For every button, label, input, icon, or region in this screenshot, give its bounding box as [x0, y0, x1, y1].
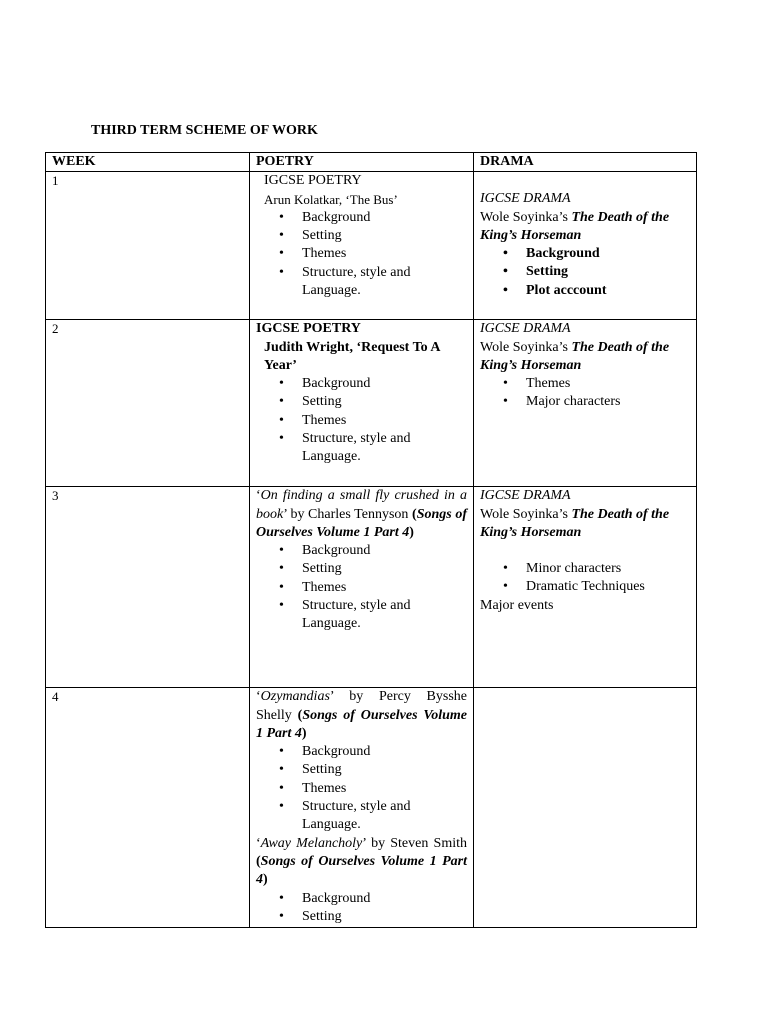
list-item: • Minor characters	[526, 560, 690, 578]
drama-author: Wole Soyinka’s	[480, 506, 572, 522]
poem-entry: ‘Away Melancholy’ by Steven Smith (Songs of Ourselves Volume 1 Part 4)	[256, 835, 467, 888]
list-item: • Background	[302, 890, 467, 908]
list-item: • Themes	[302, 780, 467, 798]
drama-note: Major events	[480, 597, 554, 613]
list-item: • Themes	[302, 245, 467, 263]
list-item: • Structure, style and Language.	[302, 597, 467, 634]
list-item: • Background	[302, 375, 467, 393]
poem-title: Judith Wright, ‘Request To A Year’	[264, 339, 440, 373]
list-item: • Background	[526, 245, 690, 263]
table-row	[46, 487, 697, 688]
header-week: WEEK	[46, 153, 250, 172]
poetry-cell	[250, 172, 474, 320]
header-drama: DRAMA	[474, 153, 697, 172]
poem-title: Ozymandias	[260, 689, 330, 705]
poem-title: Away Melancholy	[260, 835, 363, 851]
scheme-table	[45, 152, 697, 928]
list-item: • Setting	[302, 227, 467, 245]
list-item: • Structure, style and Language.	[302, 264, 467, 301]
list-item: • Setting	[302, 393, 467, 411]
bullet-list	[256, 209, 467, 300]
poetry-cell	[250, 320, 474, 487]
poem-source: Songs of Ourselves Volume 1 Part 4	[256, 853, 467, 888]
list-item: • Background	[302, 743, 467, 761]
list-item: • Background	[302, 542, 467, 560]
table-row	[46, 172, 697, 320]
week-cell: 1	[46, 172, 250, 320]
drama-heading: IGCSE DRAMA	[480, 191, 571, 207]
poetry-heading: IGCSE POETRY	[256, 321, 361, 337]
list-item: • Major characters	[526, 393, 690, 411]
bullet-list	[480, 375, 690, 412]
bullet-list	[480, 560, 690, 597]
bullet-list	[480, 245, 690, 300]
table-row	[46, 688, 697, 928]
poem-source: Songs of Ourselves Volume 1 Part 4	[256, 506, 467, 540]
list-item: • Themes	[302, 412, 467, 430]
bullet-list	[256, 890, 467, 927]
list-item: • Setting	[302, 761, 467, 779]
header-poetry: POETRY	[250, 153, 474, 172]
poem-entry: ‘Ozymandias’ by Percy Bysshe Shelly (Songs of Ourselves Volume 1 Part 4)	[256, 689, 468, 741]
table-row	[46, 320, 697, 487]
drama-work: The Death of the King’s Horseman	[480, 209, 670, 243]
list-item: • Setting	[302, 560, 467, 578]
poem-author: ’ by Steven Smith	[362, 835, 467, 851]
poem-author: ’ by Percy Bysshe Shelly	[256, 689, 467, 723]
bullet-list	[256, 542, 467, 633]
poem-source: Songs of Ourselves Volume 1 Part 4	[256, 707, 468, 741]
week-cell: 4	[46, 688, 250, 928]
drama-heading: IGCSE DRAMA	[480, 321, 571, 337]
list-item: • Setting	[526, 263, 690, 281]
poetry-heading: IGCSE POETRY	[264, 173, 362, 189]
drama-author: Wole Soyinka’s	[480, 209, 572, 225]
drama-cell	[474, 320, 697, 487]
bullet-list	[256, 375, 467, 466]
drama-cell	[474, 487, 697, 688]
list-item: • Dramatic Techniques	[526, 578, 690, 596]
poem-title: Arun Kolatkar, ‘The Bus’	[264, 191, 398, 207]
poem-title: On finding a small fly crushed in a book	[256, 488, 467, 522]
list-item: • Structure, style and Language.	[302, 430, 467, 467]
drama-author: Wole Soyinka’s	[480, 339, 572, 355]
poem-entry: ‘On finding a small fly crushed in a book’ by Charles Tennyson (Songs of Ourselves Volume 1 Part 4)	[256, 488, 467, 540]
poem-author: ’ by Charles Tennyson	[283, 506, 413, 522]
list-item: • Themes	[526, 375, 690, 393]
drama-cell	[474, 688, 697, 928]
list-item: • Themes	[302, 579, 467, 597]
bullet-list	[256, 743, 467, 834]
drama-heading: IGCSE DRAMA	[480, 488, 571, 504]
poetry-cell	[250, 688, 474, 928]
list-item: • Background	[302, 209, 467, 227]
list-item: • Plot acccount	[526, 282, 690, 300]
list-item: • Structure, style and Language.	[302, 798, 467, 835]
drama-cell	[474, 172, 697, 320]
list-item: • Setting	[302, 908, 467, 926]
week-cell: 2	[46, 320, 250, 487]
header-row	[46, 153, 697, 172]
week-cell: 3	[46, 487, 250, 688]
poetry-cell	[250, 487, 474, 688]
drama-work: The Death of the King’s Horseman	[480, 506, 670, 540]
document-title: THIRD TERM SCHEME OF WORK	[91, 123, 318, 138]
drama-work: The Death of the King’s Horseman	[480, 339, 670, 373]
